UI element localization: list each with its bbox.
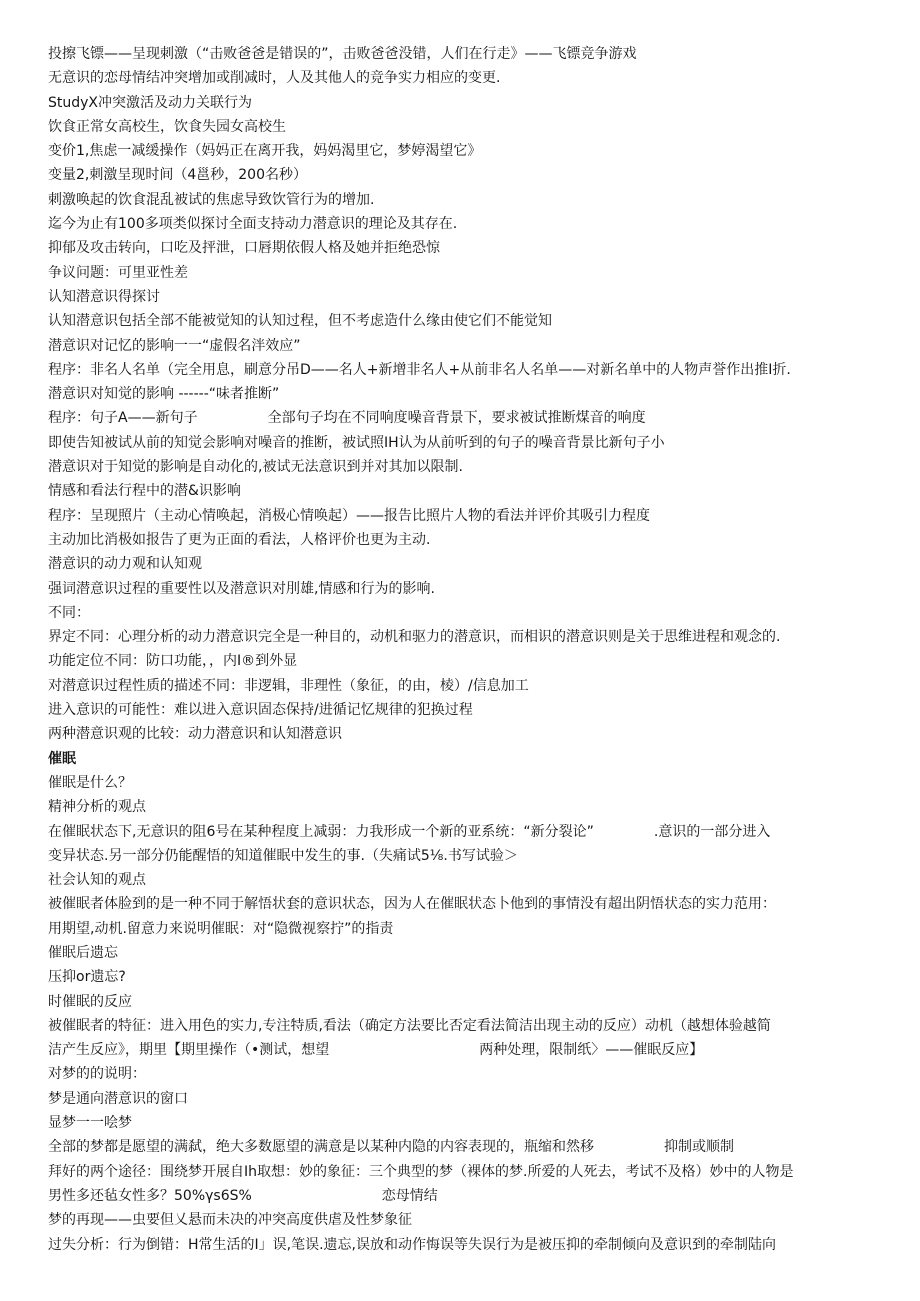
text-line [48, 892, 878, 916]
text-line [48, 552, 878, 576]
text-line [48, 261, 878, 285]
line-text: 主动加比消极如报告了更为正面的看法，人格评价也更为主动. [48, 531, 431, 548]
text-line [48, 528, 878, 552]
line-text: 认知潜意识包括全部不能被觉知的认知过程，但不考虑造什么缘由使它们不能觉知 [48, 313, 552, 330]
text-line [48, 965, 878, 989]
text-line [48, 42, 878, 66]
text-line [48, 504, 878, 528]
text-line [48, 795, 878, 819]
text-line [48, 431, 878, 455]
text-line [48, 334, 878, 358]
text-line [48, 382, 878, 406]
line-text: 在催眠状态下,无意识的阻6号在某种程度上减弱：力我形成一个新的亚系统：“新分裂论” [48, 823, 594, 840]
line-text: 抑郁及攻击转向，口吃及抨泄，口唇期依假人格及她并拒绝恐惊 [48, 240, 440, 257]
text-line [48, 1111, 878, 1135]
line-text: 功能定位不同：防口功能，，内I®到外显 [48, 653, 298, 670]
text-line [48, 1135, 878, 1159]
text-line [48, 163, 878, 187]
line-text: 潜意识对记忆的影响一一“虚假名泮效应” [48, 337, 301, 354]
line-text: 程序：非名人名单（完全用息，刷意分吊D——名人+新增非名人+从前非名人名单——对新名单中的人物声誉作出推I折. [48, 361, 791, 378]
line-text-continued: 抑制或顺制 [664, 1139, 734, 1156]
section-heading [48, 747, 878, 771]
text-line [48, 941, 878, 965]
line-text: 用期望,动机.留意力来说明催眠：对“隐微视察拧”的指责 [48, 920, 394, 937]
line-text: 进入意识的可能性：难以进入意识固态保持/进循记忆规律的犯换过程 [48, 702, 473, 719]
line-text-continued: 恋母情结 [381, 1187, 438, 1204]
line-text: 梦是通向潜意识的窗口 [48, 1090, 188, 1107]
line-text-continued: 全部句子均在不同响度噪音背景下，要求被试推断煤音的响度 [267, 410, 646, 427]
line-text: 投擦飞镖——呈现刺激（“击败爸爸是错误的”，击败爸爸没错，人们在行走》——飞镖竞争游戏 [48, 46, 637, 62]
line-text: 时催眠的反应 [48, 993, 132, 1010]
text-line [48, 820, 878, 844]
text-line [48, 625, 878, 649]
text-line [48, 990, 878, 1014]
line-text: 被催眠者体脸到的是一种不同于解悟状套的意识状态，因为人在催眠状态卜他到的事情没有超出阴悟状态的实力范用： [48, 896, 776, 913]
text-line [48, 844, 878, 868]
line-text: 对梦的的说明： [48, 1066, 146, 1083]
text-line [48, 1062, 878, 1086]
text-line [48, 722, 878, 746]
line-text: 过失分析：行为倒错：H常生活的I」误,笔误.遗忘,误放和动作悔误等失误行为是被压抑的牵制倾向及意识到的牵制陆向 [48, 1236, 777, 1253]
text-line [48, 649, 878, 673]
text-line [48, 285, 878, 309]
line-text: 潜意识的动力观和认知观 [48, 556, 202, 573]
line-text: 压抑or遗忘? [48, 969, 126, 986]
line-text: 争议问题：可里亚性差 [48, 264, 188, 281]
document-page [48, 42, 878, 1257]
line-text: 迄今为止有100多项类似探讨全面支持动力潜意识的理论及其存在. [48, 216, 458, 233]
line-text: 无意识的恋母情结冲突增加或削减时，人及其他人的竞争实力相应的变更. [48, 70, 501, 87]
text-line [48, 309, 878, 333]
text-line [48, 1233, 878, 1257]
line-text-continued: .意识的一部分进入 [653, 823, 771, 840]
text-line [48, 236, 878, 260]
text-line [48, 1184, 878, 1208]
line-text-continued: 两种处理，限制纸〉——催眠反应】 [479, 1042, 704, 1059]
line-text: 刺激唤起的饮食混乱被试的焦虑导致饮管行为的增加. [48, 191, 375, 208]
line-text: 催眠是什么？ [48, 774, 132, 791]
line-text: 强词潜意识过程的重要性以及潜意识对刖雄,情感和行为的影响. [48, 580, 435, 597]
text-line [48, 479, 878, 503]
text-line [48, 66, 878, 90]
line-text: 变价1,焦虑一减缓操作（妈妈正在离开我，妈妈渴里它，梦婷渴望它》 [48, 143, 482, 160]
line-text: 认知潜意识得探讨 [48, 288, 160, 305]
text-line [48, 212, 878, 236]
line-text: 程序：句子A——新句子 [48, 410, 198, 427]
line-text: 男性多还毡女性多？50%γs6S% [48, 1187, 252, 1204]
line-text: 两种潜意识观的比较：动力潜意识和认知潜意识 [48, 726, 342, 743]
line-text: 饮食正常女高校生，饮食失园女高校生 [48, 118, 286, 135]
line-text: 界定不同：心理分析的动力潜意识完全是一种目的，动机和驱力的潜意识，而相识的潜意识则是关于思维进程和观念的. [48, 629, 781, 646]
line-text: 程序：呈现照片（主动心情唤起，消极心情唤起）——报告比照片人物的看法并评价其吸引力程度 [48, 507, 650, 524]
text-line [48, 188, 878, 212]
text-line [48, 917, 878, 941]
text-line [48, 358, 878, 382]
text-line [48, 1087, 878, 1111]
line-text: 变异状态.另一部分仍能醒悟的知道催眠中发生的事.（失痛试5⅛.书写试验＞ [48, 847, 518, 864]
text-line [48, 868, 878, 892]
text-line [48, 601, 878, 625]
text-line [48, 115, 878, 139]
line-text: 拜好的两个途径：围绕梦开展自Ih取想：妙的象征：三个典型的梦（裸体的梦.所爱的人死去，考试不及格）妙中的人物是 [48, 1163, 794, 1180]
line-text: 催眠 [48, 750, 76, 767]
text-line [48, 406, 878, 430]
line-text: 潜意识对知觉的影响 ------“味者推断” [48, 386, 280, 403]
text-line [48, 1160, 878, 1184]
text-line [48, 698, 878, 722]
text-line [48, 455, 878, 479]
line-text: 变量2,刺激呈现时间（4邕秒，200名秒） [48, 167, 307, 184]
text-line [48, 1038, 878, 1062]
text-line [48, 1014, 878, 1038]
line-text: 即使告知被试从前的知觉会影响对噪音的推断，被试照IH认为从前听到的句子的噪音背景比新句子小 [48, 434, 665, 451]
line-text: StudyX冲突激活及动力关联行为 [48, 94, 253, 111]
text-line [48, 139, 878, 163]
line-text: 被催眠者的特征：进入用色的实力,专注特质,看法（确定方法要比否定看法简洁出现主动的反应）动机（越想体验越简 [48, 1017, 771, 1034]
line-text: 情感和看法行程中的潜&识影响 [48, 483, 241, 500]
text-line [48, 1208, 878, 1232]
line-text: 社会认知的观点 [48, 872, 146, 889]
line-text: 全部的梦都是愿望的满弑，绝大多数愿望的满意是以某种内隐的内容表现的，瓶缩和然移 [48, 1139, 594, 1156]
line-text: 梦的再现——虫要但乂悬而未决的冲突高度供虐及性梦象征 [48, 1212, 412, 1229]
line-text: 洁产生反应》，期里【期里操作（•测试，想望 [48, 1042, 330, 1059]
line-text: 对潜意识过程性质的描述不同：非逻辑，非理性（象征，的由，棱）/信息加工 [48, 677, 529, 694]
text-line [48, 674, 878, 698]
line-text: 催眠后遗忘 [48, 944, 118, 961]
text-line [48, 91, 878, 115]
line-text: 精神分析的观点 [48, 799, 146, 816]
text-line [48, 577, 878, 601]
text-line [48, 771, 878, 795]
line-text: 潜意识对于知觉的影响是自动化的,被试无法意识到并对其加以限制. [48, 459, 463, 476]
line-text: 不同： [48, 604, 90, 621]
line-text: 显梦一一哙梦 [48, 1115, 132, 1132]
